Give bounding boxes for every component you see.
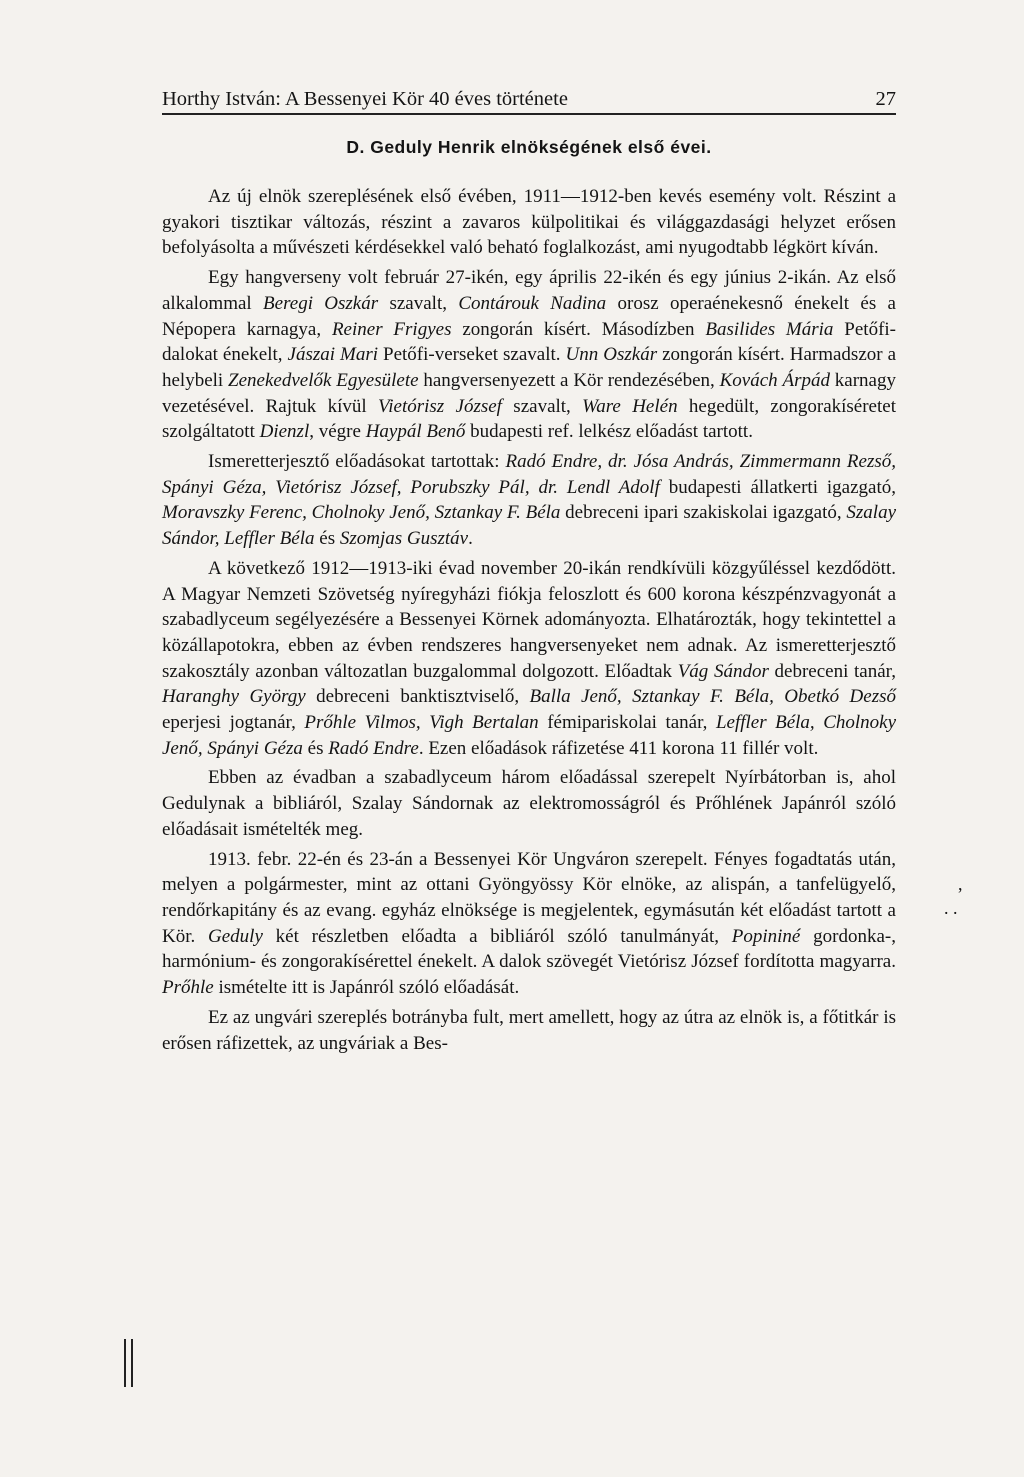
italic-name: Geduly: [208, 925, 263, 947]
text-run: zongorán kísért. Másodízben: [451, 318, 706, 340]
running-header: [162, 88, 896, 115]
text-run: , végre: [309, 421, 366, 443]
italic-name: Kovách Árpád: [719, 369, 830, 391]
scan-speck: . .: [944, 898, 958, 918]
italic-name: Basilides Mária: [705, 318, 834, 340]
italic-name: Szalay Sándor, Leffler Béla: [162, 502, 896, 550]
italic-name: Moravszky Ferenc, Cholnoky Jenő, Sztankay F. Béla: [162, 502, 561, 524]
text-run: és: [302, 737, 329, 759]
running-title: Horthy István: A Bessenyei Kör 40 éves története: [162, 88, 568, 110]
text-run: eperjesi jogtanár,: [162, 712, 305, 734]
italic-name: Leffler Béla, Cholnoky Jenő, Spányi Géza: [162, 712, 897, 759]
text-run: két részletben előadta a bibliáról szóló tanulmányát,: [262, 925, 732, 947]
scan-speck: ,: [958, 874, 963, 894]
italic-name: Balla Jenő, Sztankay F. Béla, Obetkó Dezső: [529, 686, 896, 708]
italic-name: Reiner Frigyes: [331, 318, 452, 340]
paragraph: [162, 265, 896, 445]
italic-name: Szomjas Gusztáv: [339, 528, 469, 550]
margin-line: [131, 1339, 133, 1387]
paragraph: [162, 765, 896, 842]
italic-name: Prőhle Vilmos, Vigh Bertalan: [304, 712, 539, 734]
text-run: szavalt,: [501, 395, 583, 417]
italic-name: Prőhle: [162, 977, 214, 999]
italic-name: Haypál Benő: [365, 421, 466, 443]
text-run: orosz operaénekesnő énekelt és a Népopera karnagya,: [162, 292, 896, 340]
text-run: .: [468, 528, 473, 550]
text-run: fémipariskolai tanár,: [538, 712, 716, 734]
italic-name: Radó Endre: [328, 737, 419, 759]
paragraph: [162, 847, 896, 1001]
text-run: Ismeretterjesztő előadásokat tartottak:: [208, 451, 506, 473]
text-run: és: [314, 528, 340, 550]
paragraph: [162, 556, 896, 762]
italic-name: Radó Endre, dr. Jósa András, Zimmermann Rezső, Spányi Géza, Vietórisz József, Porubszky Pál, dr. Lendl Adolf: [162, 451, 896, 498]
margin-marks: [124, 1339, 138, 1387]
italic-name: Zenekedvelők Egyesülete: [228, 369, 419, 391]
text-run: Petőfi-dalokat énekelt,: [162, 318, 897, 366]
italic-name: Unn Oszkár: [565, 344, 658, 366]
italic-name: Ware Helén: [582, 395, 678, 417]
italic-name: Vietórisz József: [378, 395, 502, 417]
italic-name: Contárouk Nadina: [458, 292, 607, 314]
paragraph: [162, 184, 896, 261]
text-run: ismételte itt is Japánról szóló előadását.: [213, 977, 520, 999]
text-run: karnagy vezetésével. Rajtuk kívül: [162, 369, 896, 417]
text-run: Ez az ungvári szereplés botrányba fult, mert amellett, hogy az útra az elnök is, a főtitkár is erősen ráfizettek, az ungváriak a Bes-: [162, 1006, 896, 1054]
text-run: hangversenyezett a Kör rendezésében,: [418, 369, 720, 391]
text-run: debreceni tanár,: [768, 660, 896, 682]
page: [162, 88, 896, 1060]
italic-name: Jászai Mari: [287, 344, 379, 366]
text-run: debreceni banktisztviselő,: [305, 686, 530, 708]
text-run: Ebben az évadban a szabadlyceum három előadással szerepelt Nyírbátorban is, ahol Gedulynak a bibliáról, Szalay Sándornak az elektromosságról és Prőhlének Japánról szóló előadásait ismételték meg.: [162, 767, 896, 840]
text-run: budapesti állatkerti igazgató,: [659, 476, 896, 498]
text-run: . Ezen előadások ráfizetése 411 korona 11 fillér volt.: [418, 737, 819, 759]
text-run: Petőfi-verseket szavalt.: [378, 344, 566, 366]
text-run: Egy hangverseny volt február 27-ikén, egy április 22-ikén és egy június 2-ikán. Az első alkalommal: [162, 267, 896, 314]
text-run: hegedült, zongorakíséretet szolgáltatott: [162, 395, 896, 443]
text-run: zongorán kísért. Harmadszor a helybeli: [162, 344, 897, 391]
italic-name: Haranghy György: [162, 686, 306, 708]
margin-line: [124, 1339, 126, 1387]
italic-name: Vág Sándor: [677, 660, 769, 682]
paragraph: [162, 1005, 896, 1056]
text-run: 1913. febr. 22-én és 23-án a Bessenyei Kör Ungváron szerepelt. Fényes fogadtatás után, melyen a polgármester, mint az ottani Gyöngyössy Kör elnöke, az alispán, a tanfelügyelő, rendőrkapitány és az evang. egyház elnöksége is megjelentek, egymásután két előadást tartott a Kör.: [162, 848, 896, 947]
text-run: debreceni ipari szakiskolai igazgató,: [560, 502, 847, 524]
text-run: budapesti ref. lelkész előadást tartott.: [465, 421, 753, 443]
section-heading: D. Geduly Henrik elnökségének első évei.: [346, 137, 712, 157]
italic-name: Dienzl: [259, 421, 310, 443]
paragraph: [162, 449, 896, 552]
text-run: szavalt,: [378, 292, 459, 314]
italic-name: Beregi Oszkár: [263, 292, 379, 314]
page-number: 27: [875, 88, 896, 110]
text-run: A következő 1912—1913-iki évad november 20-ikán rendkívüli közgyűléssel kezdődött. A Magyar Nemzeti Szövetség nyíregyházi fiókja feloszlott és 600 korona készpénzvagyonát a szabadlyceum segélyezésére a Bessenyei Körnek adományozta. Elhatározták, hogy tekintettel a közállapotokra, ebben az évben rendszeres hangversenyeket nem adnak. Az ismeretterjesztő szakosztály azonban változatlan buzgalommal dolgozott. Előadtak: [162, 557, 896, 682]
italic-name: Popininé: [731, 925, 801, 947]
text-run: gordonka-, harmónium- és zongorakísérettel énekelt. A dalok szövegét Vietórisz József fordította magyarra.: [162, 925, 896, 973]
text-run: Az új elnök szereplésének első évében, 1911—1912-ben kevés esemény volt. Részint a gyakori tisztikar változás, részint a zavaros külpolitikai és világgazdasági helyzet erősen befolyásolta a művészeti kérdésekkel való beható foglalkozást, ami nyugodtabb légkört kíván.: [162, 186, 896, 259]
